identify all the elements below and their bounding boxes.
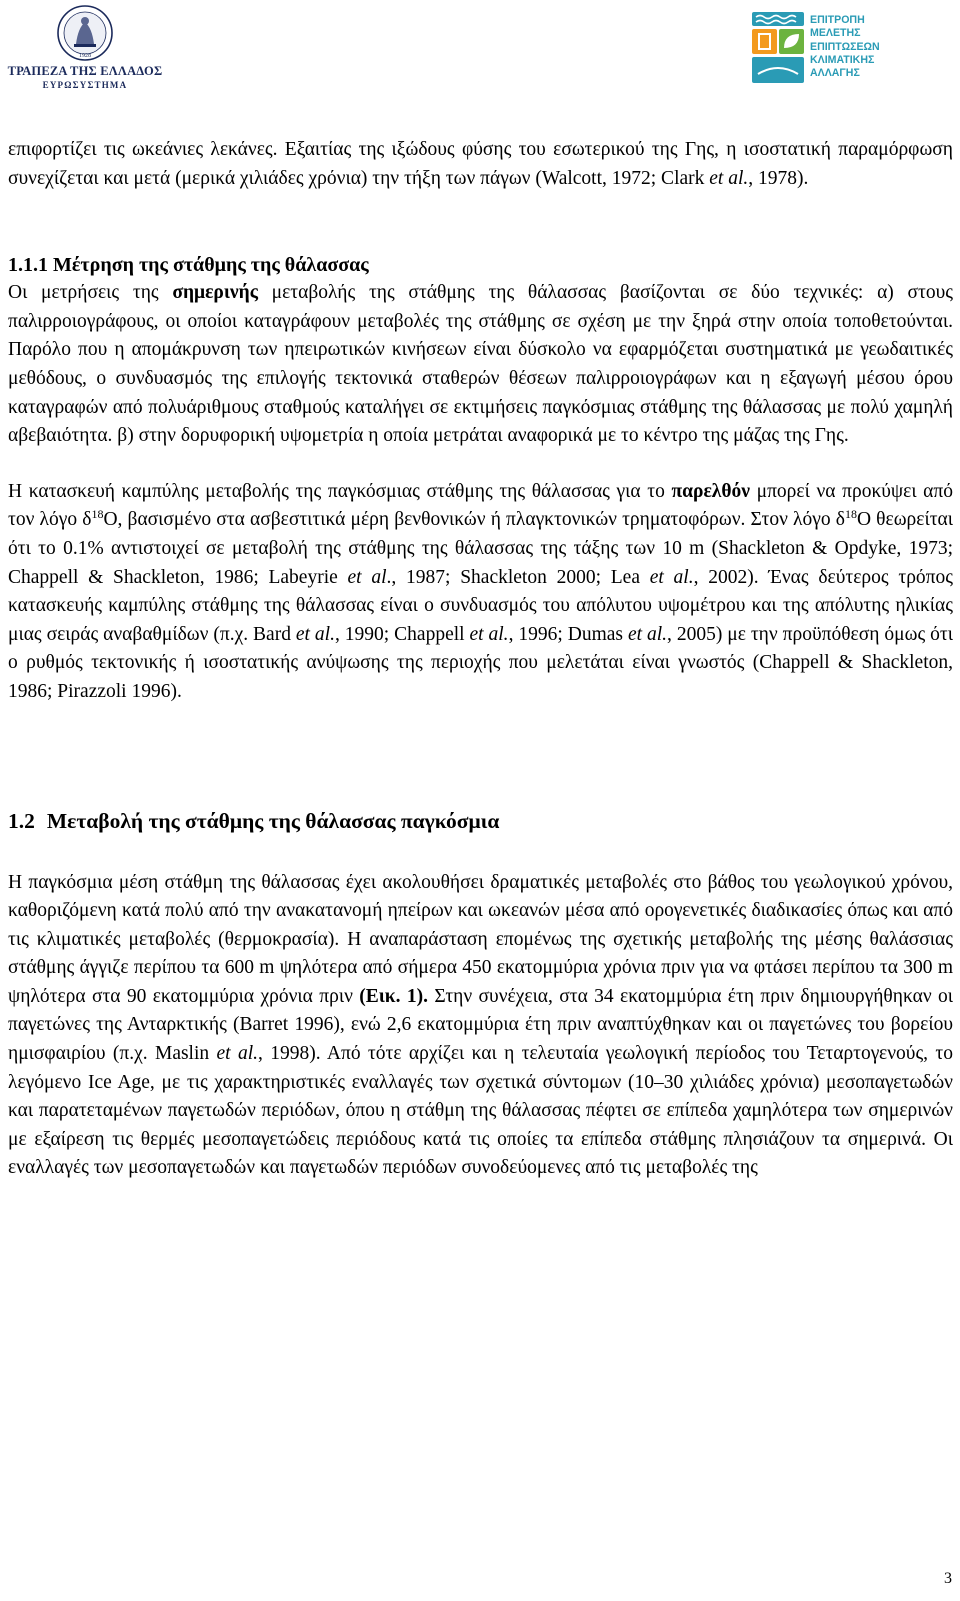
section-number: 1.2 — [8, 808, 35, 833]
bank-subtitle: ΕΥΡΩΣΥΣΤΗΜΑ — [42, 80, 128, 90]
document-body — [8, 136, 953, 1183]
section-title: Μεταβολή της στάθμης της θάλασσας παγκόσμια — [46, 808, 500, 833]
bank-name: ΤΡΑΠΕΖΑ ΤΗΣ ΕΛΛΑΔΟΣ — [7, 64, 163, 78]
paragraph-3: Η κατασκευή καμπύλης μεταβολής της παγκόσμιας στάθμης της θάλασσας για το παρελθόν μπορεί να προκύψει από τον λόγο $\delta^{18}O$, βασισμένο στα ασβεστιτικά μέρη βενθονικών ή πλαγκτονικών τρηματοφόρων. Στον λόγο $\delta^{18}O$ θεωρείται ότι το 0.1% αντιστοιχεί σε μεταβολή της στάθμης της θάλασσας της τάξης των 10 m (Shackleton & Opdyke, 1973; Chappell & Shackleton, 1986; Labeyrie et al., 1987; Shackleton 2000; Lea et al., 2002). Ένας δεύτερος τρόπος κατασκευής καμπύλης στάθμης της θάλασσας είναι ο συνδυασμός του απόλυτου υψομέτρου και της απόλυτης ηλικίας μιας σειράς αναβαθμίδων (π.χ. Bard et al., 1990; Chappell et al., 1996; Dumas et al., 2005) με την προϋπόθεση όμως ότι ο ρυθμός τεκτονικής ή ισοστατικής ανύψωσης της περιοχής που μελετάται είναι γνωστός (Chappell & Shackleton, 1986; Pirazzoli 1996). — [8, 480, 954, 702]
paragraph-1: επιφορτίζει τις ωκεάνιες λεκάνες. Εξαιτίας της ιξώδους φύσης του εσωτερικού της Γης, η ισοστατική παραμόρφωση συνεχίζεται και μετά (μερικά χιλιάδες χρόνια) την τήξη των πάγων (Walcott, 1972; Clark et al., 1978). — [8, 139, 953, 189]
page-number: 3 — [944, 1570, 952, 1587]
committee-name: ΕΠΙΤΡΟΠΗ ΜΕΛΕΤΗΣ ΕΠΙΠΤΩΣΕΩΝ ΚΛΙΜΑΤΙΚΗΣ ΑΛΛΑΓΗΣ — [810, 14, 880, 80]
paragraph-2: Οι μετρήσεις της σημερινής μεταβολής της στάθμης της θάλασσας βασίζονται σε δύο τεχνικές: α) στους παλιρροιογράφους, οι οποίοι καταγράφουν μεταβολές της στάθμης σε σχέση με την ξηρά στην οποία τοποθετούνται. Παρόλο που η απομάκρυνση των ηπειρωτικών κινήσεων είναι δύσκολο να εφαρμόζεται συστηματικά με γεωδαιτικές μεθόδους, ο συνδυασμός της επιλογής τεκτονικά σταθερών θέσεων παλιρροιογράφων και η εξαγωγή μέσου όρου καταγραφών από πολυάριθμους σταθμούς καταλήγει σε εκτιμήσεις παγκόσμιας στάθμης της θάλασσας με πολύ χαμηλή αβεβαιότητα. β) στην δορυφορική υψομετρία η οποία μετράται αναφορικά με το κέντρο της μάζας της Γης. — [8, 282, 953, 447]
page-header — [0, 0, 960, 100]
bank-of-greece-logo — [0, 4, 170, 96]
section-title: Μέτρηση της στάθμης της θάλασσας — [53, 254, 369, 277]
paragraph-4: Η παγκόσμια μέση στάθμη της θάλασσας έχει ακολουθήσει δραματικές μεταβολές στο βάθος του γεωλογικού χρόνου, καθοριζόμενη κατά πολύ από την ανακατανομή ηπείρων και ωκεανών μέσα από ορογενετικές διαδικασίες όπως και από τις κλιματικές μεταβολές (θερμοκρασία). Η αναπαράσταση επομένως της σχετικής μεταβολής της μέσης θαλάσσιας στάθμης άγγιζε περίπου τα 600 m ψηλότερα από σήμερα 450 εκατομμύρια χρόνια πριν για να φτάσει περίπου τα 300 m ψηλότερα στα 90 εκατομμύρια χρόνια πριν (Εικ. 1). Στην συνέχεια, στα 34 εκατομμύρια έτη πριν δημιουργήθηκαν οι παγετώνες της Ανταρκτικής (Barret 1996), ενώ 2,6 εκατομμύρια έτη πριν αναπτύχθηκαν και οι παγετώνες του βορείου ημισφαιρίου (π.χ. Maslin et al., 1998). Από τότε αρχίζει και η τελευταία γεωλογική περίοδος του Τεταρτογενούς, το λεγόμενο Ice Age, με τις χαρακτηριστικές εναλλαγές των σχετικά σύντομων (10–30 χιλιάδες χρόνια) μεσοπαγετωδών και παρατεταμένων παγετωδών περιόδων, όπου η στάθμη της θάλασσας πέφτει σε επίπεδα χαμηλότερα των σημερινών με εξαίρεση τις θερμές μεσοπαγετώδεις περιόδους κατά τις οποίες τα επίπεδα στάθμης πλησιάζουν τα σημερινά. Οι εναλλαγές των μεσοπαγετωδών και παγετωδών περιόδων συνοδεύομενες από τις μεταβολές της — [8, 871, 954, 1179]
seal-year: 1928 — [79, 53, 91, 59]
section-number: 1.1.1 — [8, 254, 48, 277]
committee-emblem-icon — [750, 10, 806, 86]
section-heading-1-2 — [8, 807, 953, 835]
section-heading-1-1-1 — [8, 251, 953, 279]
bank-seal-icon — [54, 4, 116, 62]
climate-committee-logo — [750, 8, 960, 93]
